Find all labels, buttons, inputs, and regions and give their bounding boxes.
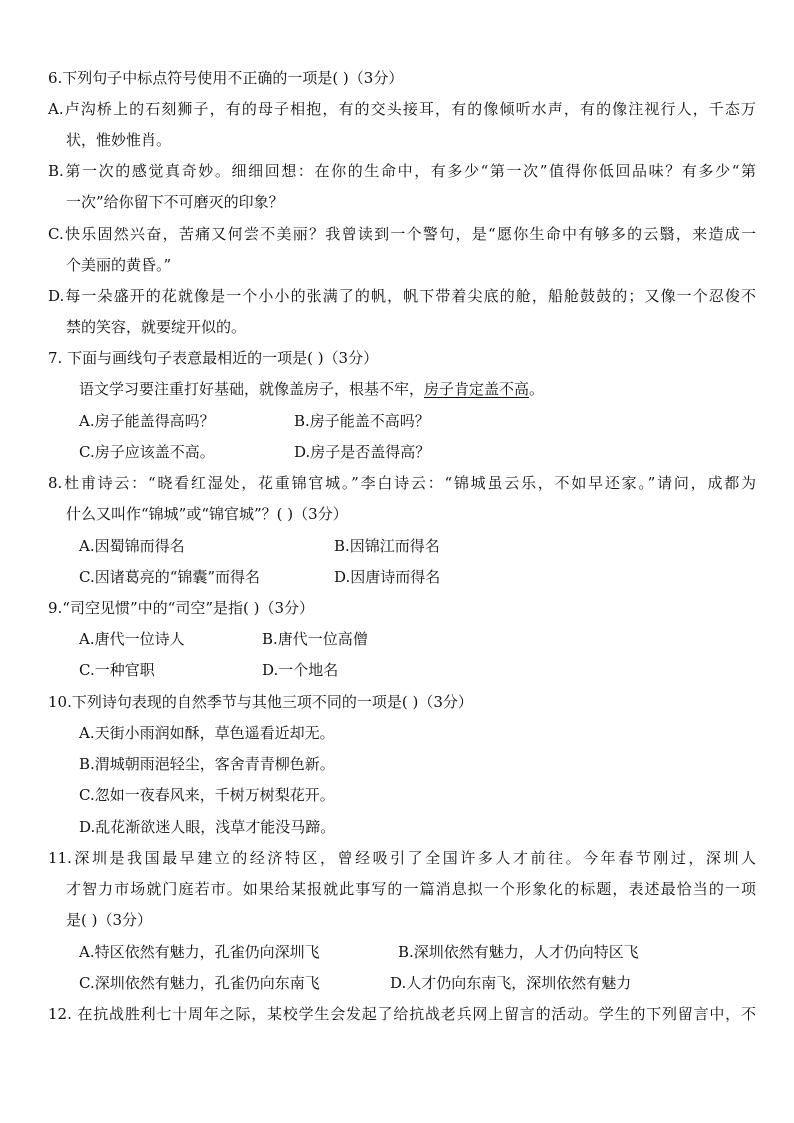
q9-option-a: A.唐代一位诗人 — [79, 630, 185, 648]
q6-stem: 6.下列句子中标点符号使用不正确的一项是( )（3分） — [48, 69, 404, 87]
q7-quote-suffix: 。 — [529, 380, 545, 398]
q11-stem-line2: 才智力市场就门庭若市。如果给某报就此事写的一篇消息拟一个形象化的标题，表述最恰当的一项 — [66, 880, 756, 898]
q6-option-c-line1: C.快乐固然兴奋，苦痛又何尝不美丽？我曾读到一个警句，是“愿你生命中有够多的云翳，来造成一 — [48, 225, 756, 243]
q8-option-d: D.因唐诗而得名 — [334, 568, 441, 586]
q12-stem-line1: 12. 在抗战胜利七十周年之际，某校学生会发起了给抗战老兵网上留言的活动。学生的下列留言中，不 — [48, 1005, 756, 1023]
q8-option-c: C.因诸葛亮的“锦囊”而得名 — [79, 568, 261, 586]
q11-stem-line3: 是( )（3分） — [66, 911, 153, 929]
q6-option-d-line2: 禁的笑容，就要绽开似的。 — [66, 318, 247, 336]
q11-option-c: C.深圳依然有魅力，孔雀仍向东南飞 — [79, 974, 320, 992]
q6-option-a-line2: 状，惟妙惟肖。 — [66, 131, 172, 149]
q7-underlined-sentence: 房子肯定盖不高 — [424, 380, 530, 398]
q11-option-d: D.人才仍向东南飞，深圳依然有魅力 — [390, 974, 632, 992]
q9-option-d: D.一个地名 — [262, 661, 339, 679]
q9-option-b: B.唐代一位高僧 — [262, 630, 368, 648]
q10-stem: 10.下列诗句表现的自然季节与其他三项不同的一项是( )（3分） — [48, 693, 473, 711]
q10-option-d: D.乱花渐欲迷人眼，浅草才能没马蹄。 — [79, 818, 336, 836]
q8-option-b: B.因锦江而得名 — [334, 537, 440, 555]
q8-option-a: A.因蜀锦而得名 — [79, 537, 185, 555]
q7-option-c: C.房子应该盖不高。 — [79, 443, 215, 461]
q7-option-d: D.房子是否盖得高？ — [294, 443, 431, 461]
q6-option-d-line1: D.每一朵盛开的花就像是一个小小的张满了的帆，帆下带着尖底的舱，船舱鼓鼓的；又像一个忍俊不 — [48, 287, 756, 305]
q9-option-c: C.一种官职 — [79, 661, 155, 679]
q11-option-b: B.深圳依然有魅力，人才仍向特区飞 — [398, 943, 639, 961]
q8-stem-line1: 8.杜甫诗云：“晓看红湿处，花重锦官城。”李白诗云：“锦城虽云乐，不如早还家。”请问，成都为 — [48, 474, 756, 492]
q6-option-c-line2: 个美丽的黄昏。” — [66, 256, 172, 274]
q6-option-b-line2: 一次”给你留下不可磨灭的印象？ — [66, 193, 284, 211]
q10-option-a: A.天街小雨润如酥，草色遥看近却无。 — [79, 724, 335, 742]
q7-quote-prefix: 语文学习要注重打好基础，就像盖房子，根基不牢， — [79, 380, 425, 398]
q6-option-b-line1: B.第一次的感觉真奇妙。细细回想：在你的生命中，有多少“第一次”值得你低回品味？有多少“第 — [48, 162, 756, 180]
q8-stem-line2: 什么又叫作“锦城”或“锦官城”？( )（3分） — [66, 505, 348, 523]
q10-option-b: B.渭城朝雨浥轻尘，客舍青青柳色新。 — [79, 755, 335, 773]
q7-stem: 7. 下面与画线句子表意最相近的一项是( )（3分） — [48, 349, 379, 367]
q7-quote — [79, 379, 544, 399]
q7-option-b: B.房子能盖不高吗？ — [294, 412, 430, 430]
q11-option-a: A.特区依然有魅力，孔雀仍向深圳飞 — [79, 943, 320, 961]
q6-option-a-line1: A.卢沟桥上的石刻狮子，有的母子相抱，有的交头接耳，有的像倾听水声，有的像注视行人，千态万 — [48, 100, 756, 118]
q7-option-a: A.房子能盖得高吗？ — [79, 412, 215, 430]
q9-stem: 9.“司空见惯”中的“司空”是指( )（3分） — [48, 599, 315, 617]
q11-stem-line1: 11.深圳是我国最早建立的经济特区，曾经吸引了全国许多人才前往。今年春节刚过，深圳人 — [48, 849, 756, 867]
q10-option-c: C.忽如一夜春风来，千树万树梨花开。 — [79, 786, 335, 804]
